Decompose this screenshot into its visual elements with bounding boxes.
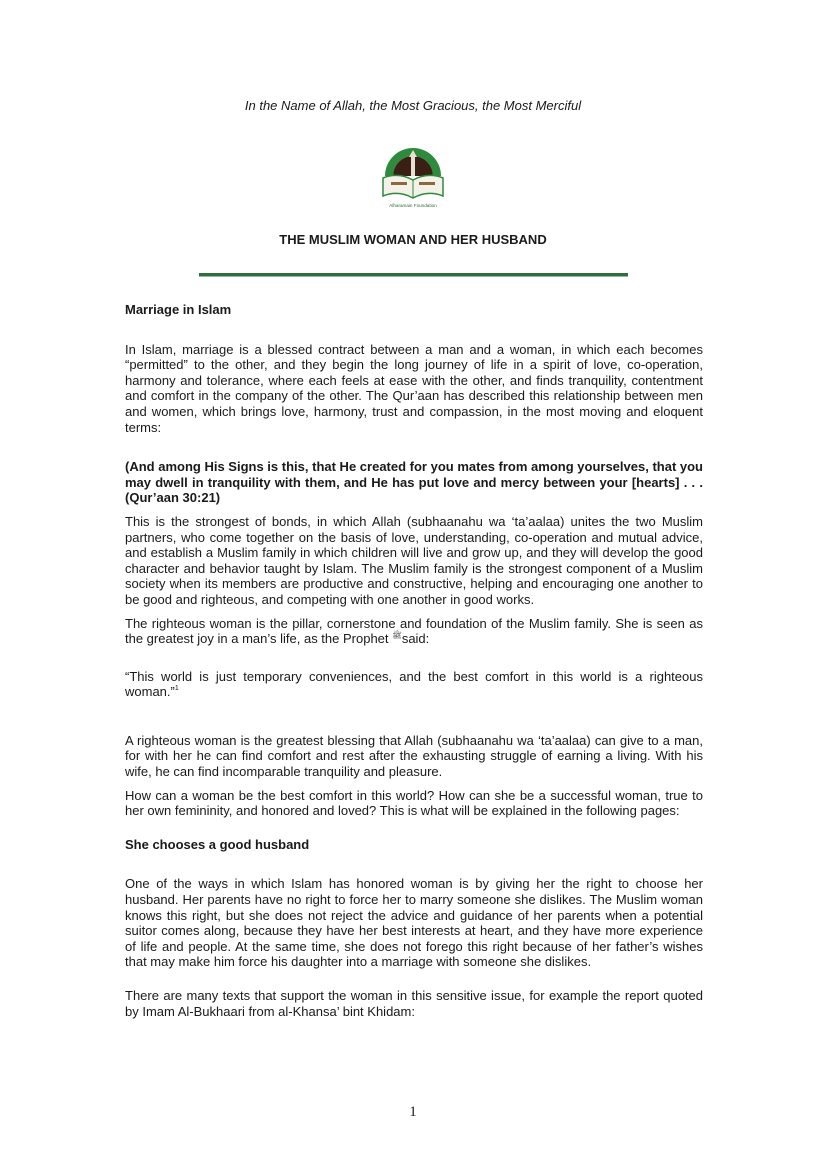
quran-quote: (And among His Signs is this, that He created for you mates from among yourselves, that you may dwell in tranquility with them, and He has put love and mercy between your [hearts] . . . (Qur’aan 30:21) — [125, 459, 703, 506]
paragraph-choose-husband: One of the ways in which Islam has honored woman is by giving her the right to choose her husband. Her parents have no right to force her to marry someone she dislikes. The Muslim woman knows this right, but she does not reject the advice and guidance of her parents when a potential suitor comes along, because they have her best interests at heart, and they have more experience of life and people. At the same time, she does not forego this right because of her father’s wishes that may make him force his daughter into a marriage with someone she dislikes. — [125, 876, 703, 970]
paragraph-best-comfort: How can a woman be the best comfort in this world? How can she be a successful woman, true to her own femininity, and honored and loved? This is what will be explained in the following pages: — [125, 787, 703, 819]
document-title: THE MUSLIM WOMAN AND HER HUSBAND — [279, 232, 547, 247]
paragraph-righteous-woman — [125, 616, 703, 649]
title-divider — [199, 273, 628, 277]
paragraph-righteous-woman-said: said: — [401, 631, 430, 647]
paragraph-marriage-intro: In Islam, marriage is a blessed contract between a man and a woman, in which each becomes “permitted” to the other, and they begin the long journey of life in a spirit of love, co-operation, harmony and tolerance, where each feels at ease with the other, and finds tranquility, contentment and comfort in the company of the other. The Qur’aan has described this relationship between men and women, which brings love, harmony, trust and compassion, in the most moving and eloquent terms: — [125, 341, 703, 435]
section-heading-marriage: Marriage in Islam — [125, 302, 232, 317]
section-heading-husband: She chooses a good husband — [125, 836, 310, 852]
foundation-logo — [373, 130, 453, 210]
paragraph-texts-support: There are many texts that support the woman in this sensitive issue, for example the report quoted by Imam Al-Bukhaari from al-Khansa’ bint Khidam: — [125, 988, 703, 1019]
paragraph-righteous-woman-text: The righteous woman is the pillar, cornerstone and foundation of the Muslim family. She is seen as the greatest joy in a man’s life, as the Prophet — [125, 615, 703, 647]
salutation-symbol: ﷺ — [392, 631, 402, 641]
hadith-text: “This world is just temporary conveniences, and the best comfort in this world is a righteous woman.” — [125, 668, 703, 700]
page-number: 1 — [409, 1104, 417, 1120]
body-content — [125, 302, 703, 1019]
logo-caption: Alharamain Foundation — [389, 203, 437, 208]
footnote-reference: 1 — [174, 685, 179, 693]
bismillah-line: In the Name of Allah, the Most Gracious, the Most Merciful — [244, 98, 582, 113]
paragraph-strongest-bond: This is the strongest of bonds, in which Allah (subhaanahu wa ‘ta’aalaa) unites the two Muslim partners, who come together on the basis of love, understanding, co-operation and mutual advice, and establish a Muslim family in which children will live and grow up, and they will develop the good character and behavior taught by Islam. The Muslim family is the strongest component of a Muslim society when its members are productive and constructive, helping and encouraging one another to be good and righteous, and competing with one another in good works. — [125, 513, 703, 607]
hadith-quote — [125, 669, 703, 703]
paragraph-blessing: A righteous woman is the greatest blessing that Allah (subhaanahu wa ‘ta’aalaa) can give to a man, for with her he can find comfort and rest after the exhausting struggle of earning a living. With his wife, he can find incomparable tranquility and pleasure. — [125, 732, 703, 780]
